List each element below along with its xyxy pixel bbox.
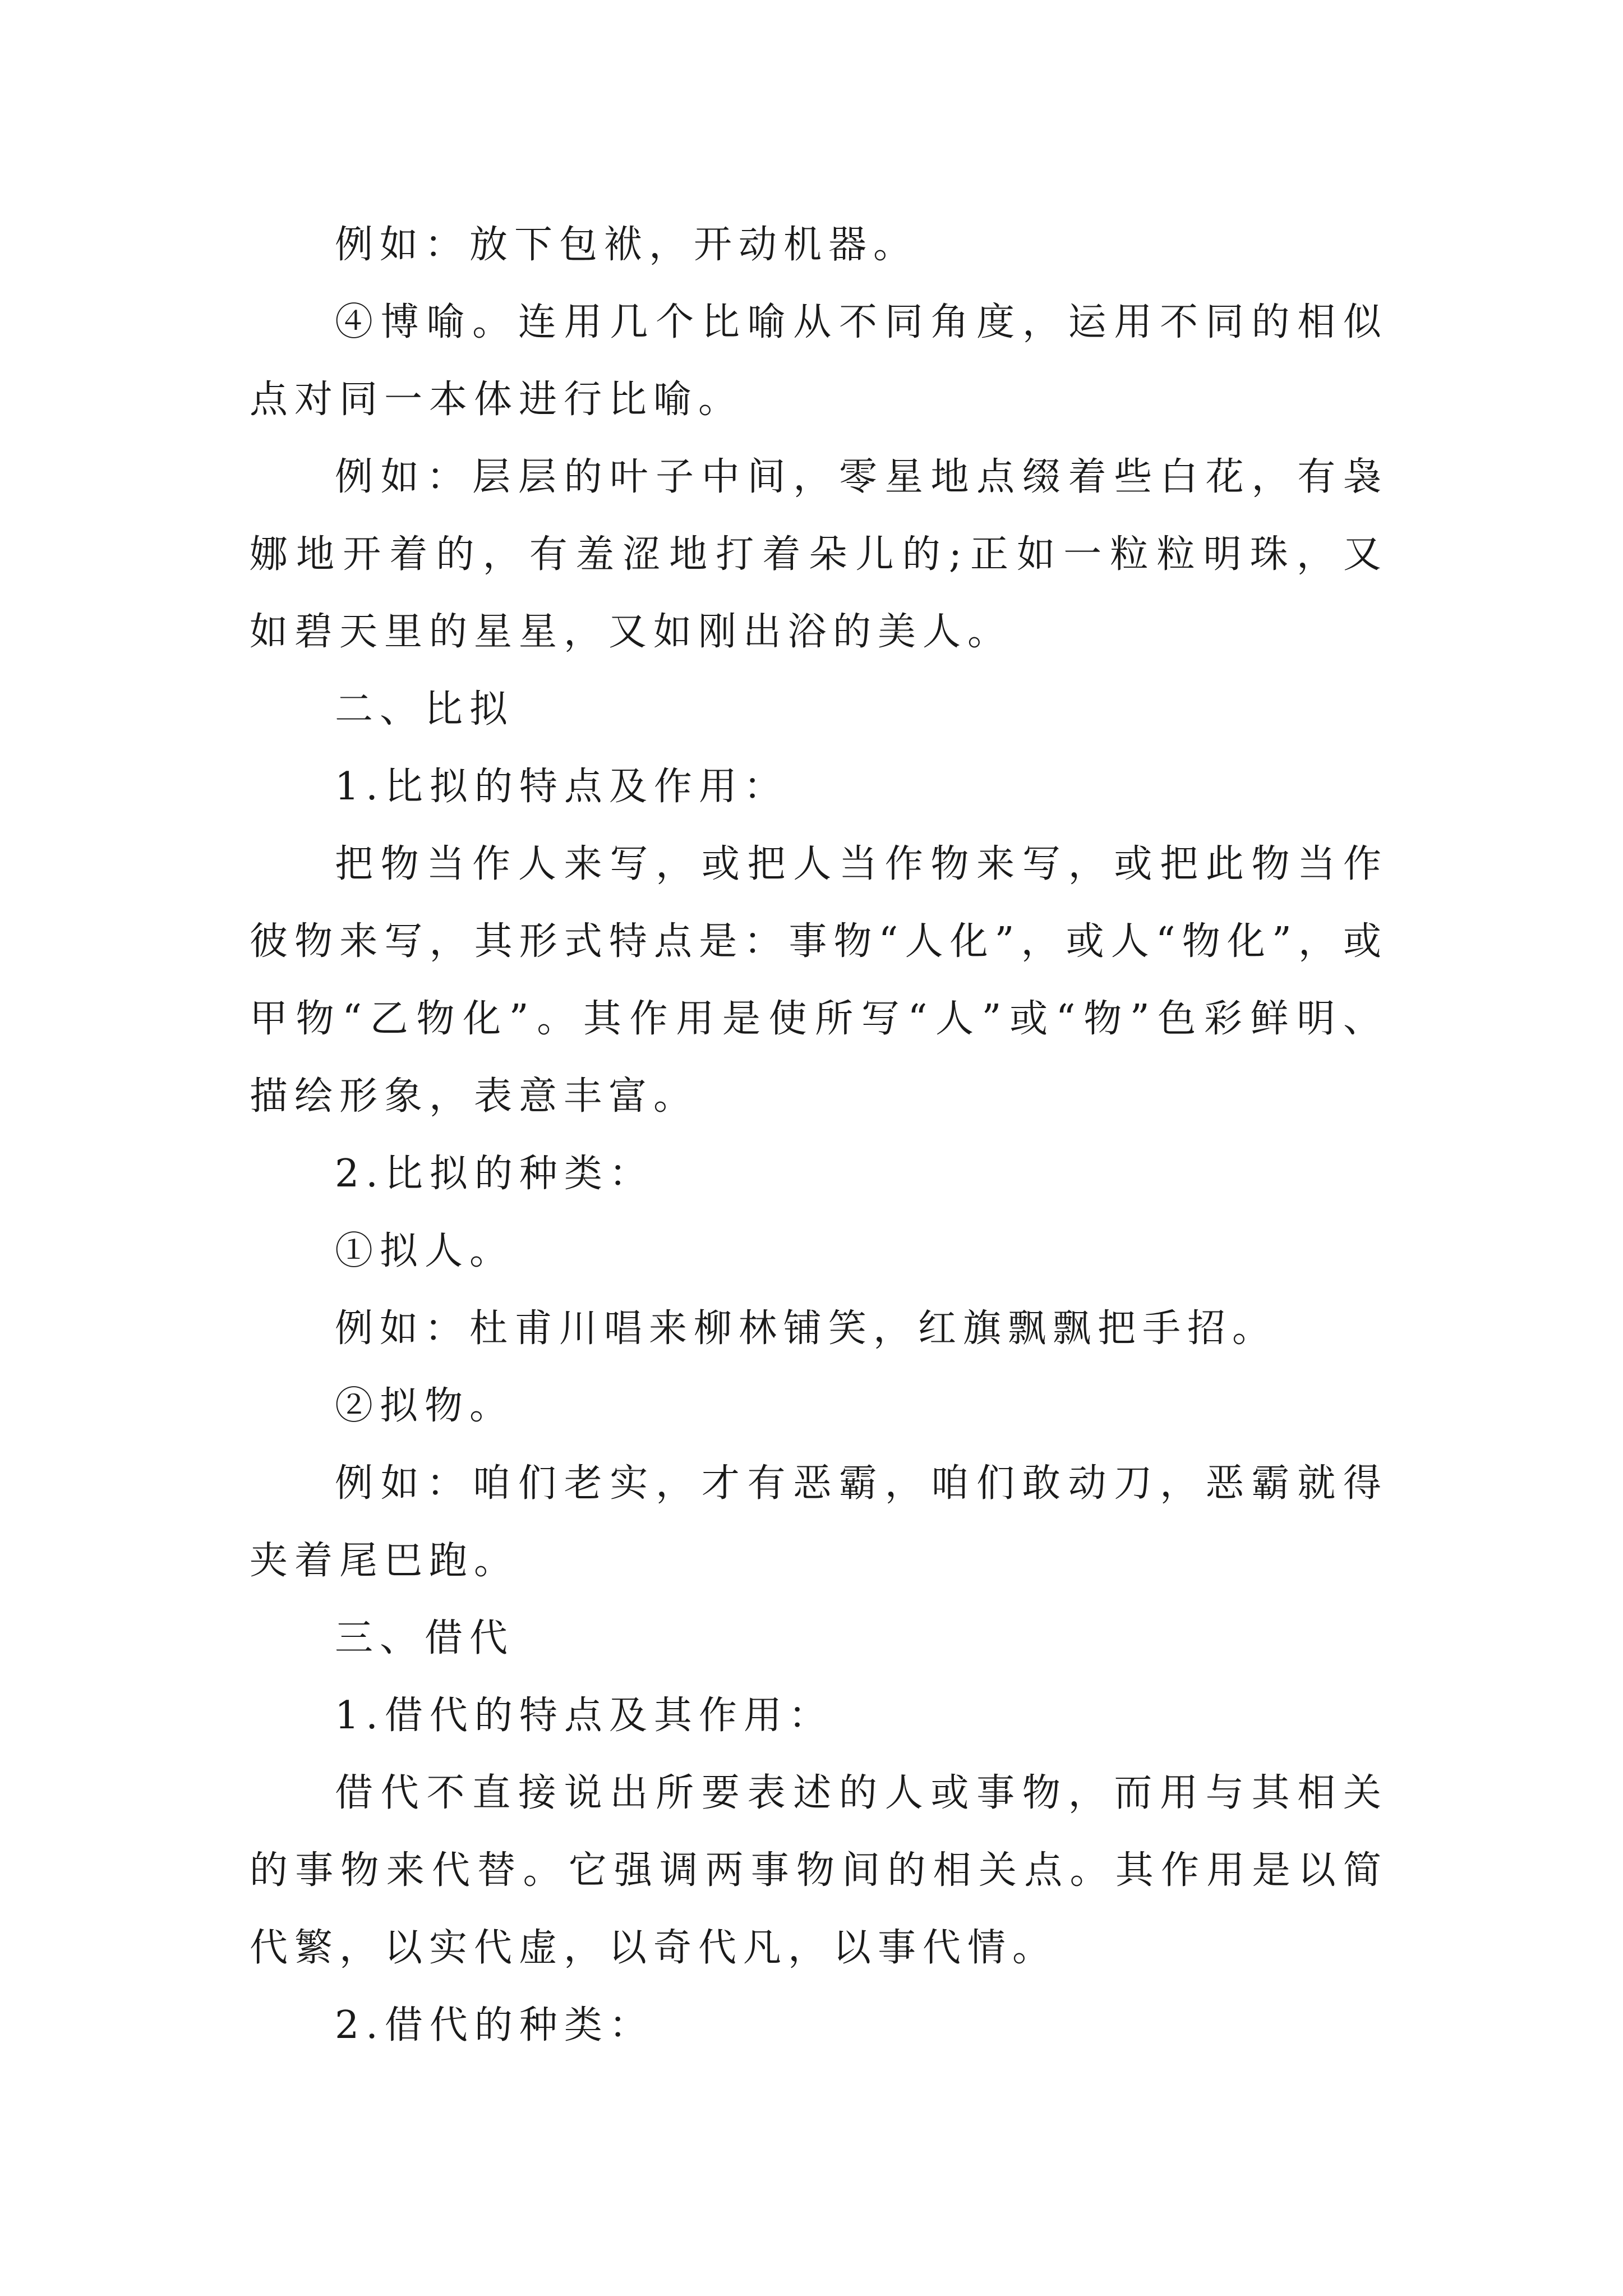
list-item-personify-human: ①拟人。 <box>335 1229 515 1273</box>
paragraph-example-tyrants: 例如：咱们老实，才有恶霸，咱们敢动刀，恶霸就得夹着尾巴跑。 <box>250 1461 1388 1583</box>
paragraph-metonymy-explanation: 借代不直接说出所要表述的人或事物，而用与其相关的事物来代替。它强调两事物间的相关点。其作用是以简代繁，以实代虚，以奇代凡，以事代情。 <box>250 1771 1388 1970</box>
paragraph-personification-explanation: 把物当作人来写，或把人当作物来写，或把此物当作彼物来写，其形式特点是：事物“人化”，或人“物化”，或甲物“乙物化”。其作用是使所写“人”或“物”色彩鲜明、描绘形象，表意丰富。 <box>250 842 1388 1119</box>
paragraph-extended-metaphor-definition: ④博喻。连用几个比喻从不同角度，运用不同的相似点对同一本体进行比喻。 <box>250 300 1388 422</box>
paragraph-example-lotus-leaves: 例如：层层的叶子中间，零星地点缀着些白花，有袅娜地开着的，有羞涩地打着朵儿的;正如一粒粒明珠，又如碧天里的星星，又如刚出浴的美人。 <box>250 455 1388 654</box>
subheading-personification-features: 1.比拟的特点及作用： <box>335 765 789 809</box>
subheading-metonymy-features: 1.借代的特点及其作用： <box>335 1694 833 1738</box>
document-body <box>250 206 1388 2064</box>
subheading-metonymy-types: 2.借代的种类： <box>335 2003 654 2047</box>
section-heading-metonymy: 三、借代 <box>335 1616 515 1660</box>
paragraph-example-red-flags: 例如：杜甫川唱来柳林铺笑，红旗飘飘把手招。 <box>335 1306 1278 1351</box>
section-heading-personification: 二、比拟 <box>335 687 515 731</box>
paragraph-example-put-down-burden: 例如：放下包袱，开动机器。 <box>335 223 919 267</box>
list-item-personify-object: ②拟物。 <box>335 1384 515 1428</box>
subheading-personification-types: 2.比拟的种类： <box>335 1152 654 1196</box>
